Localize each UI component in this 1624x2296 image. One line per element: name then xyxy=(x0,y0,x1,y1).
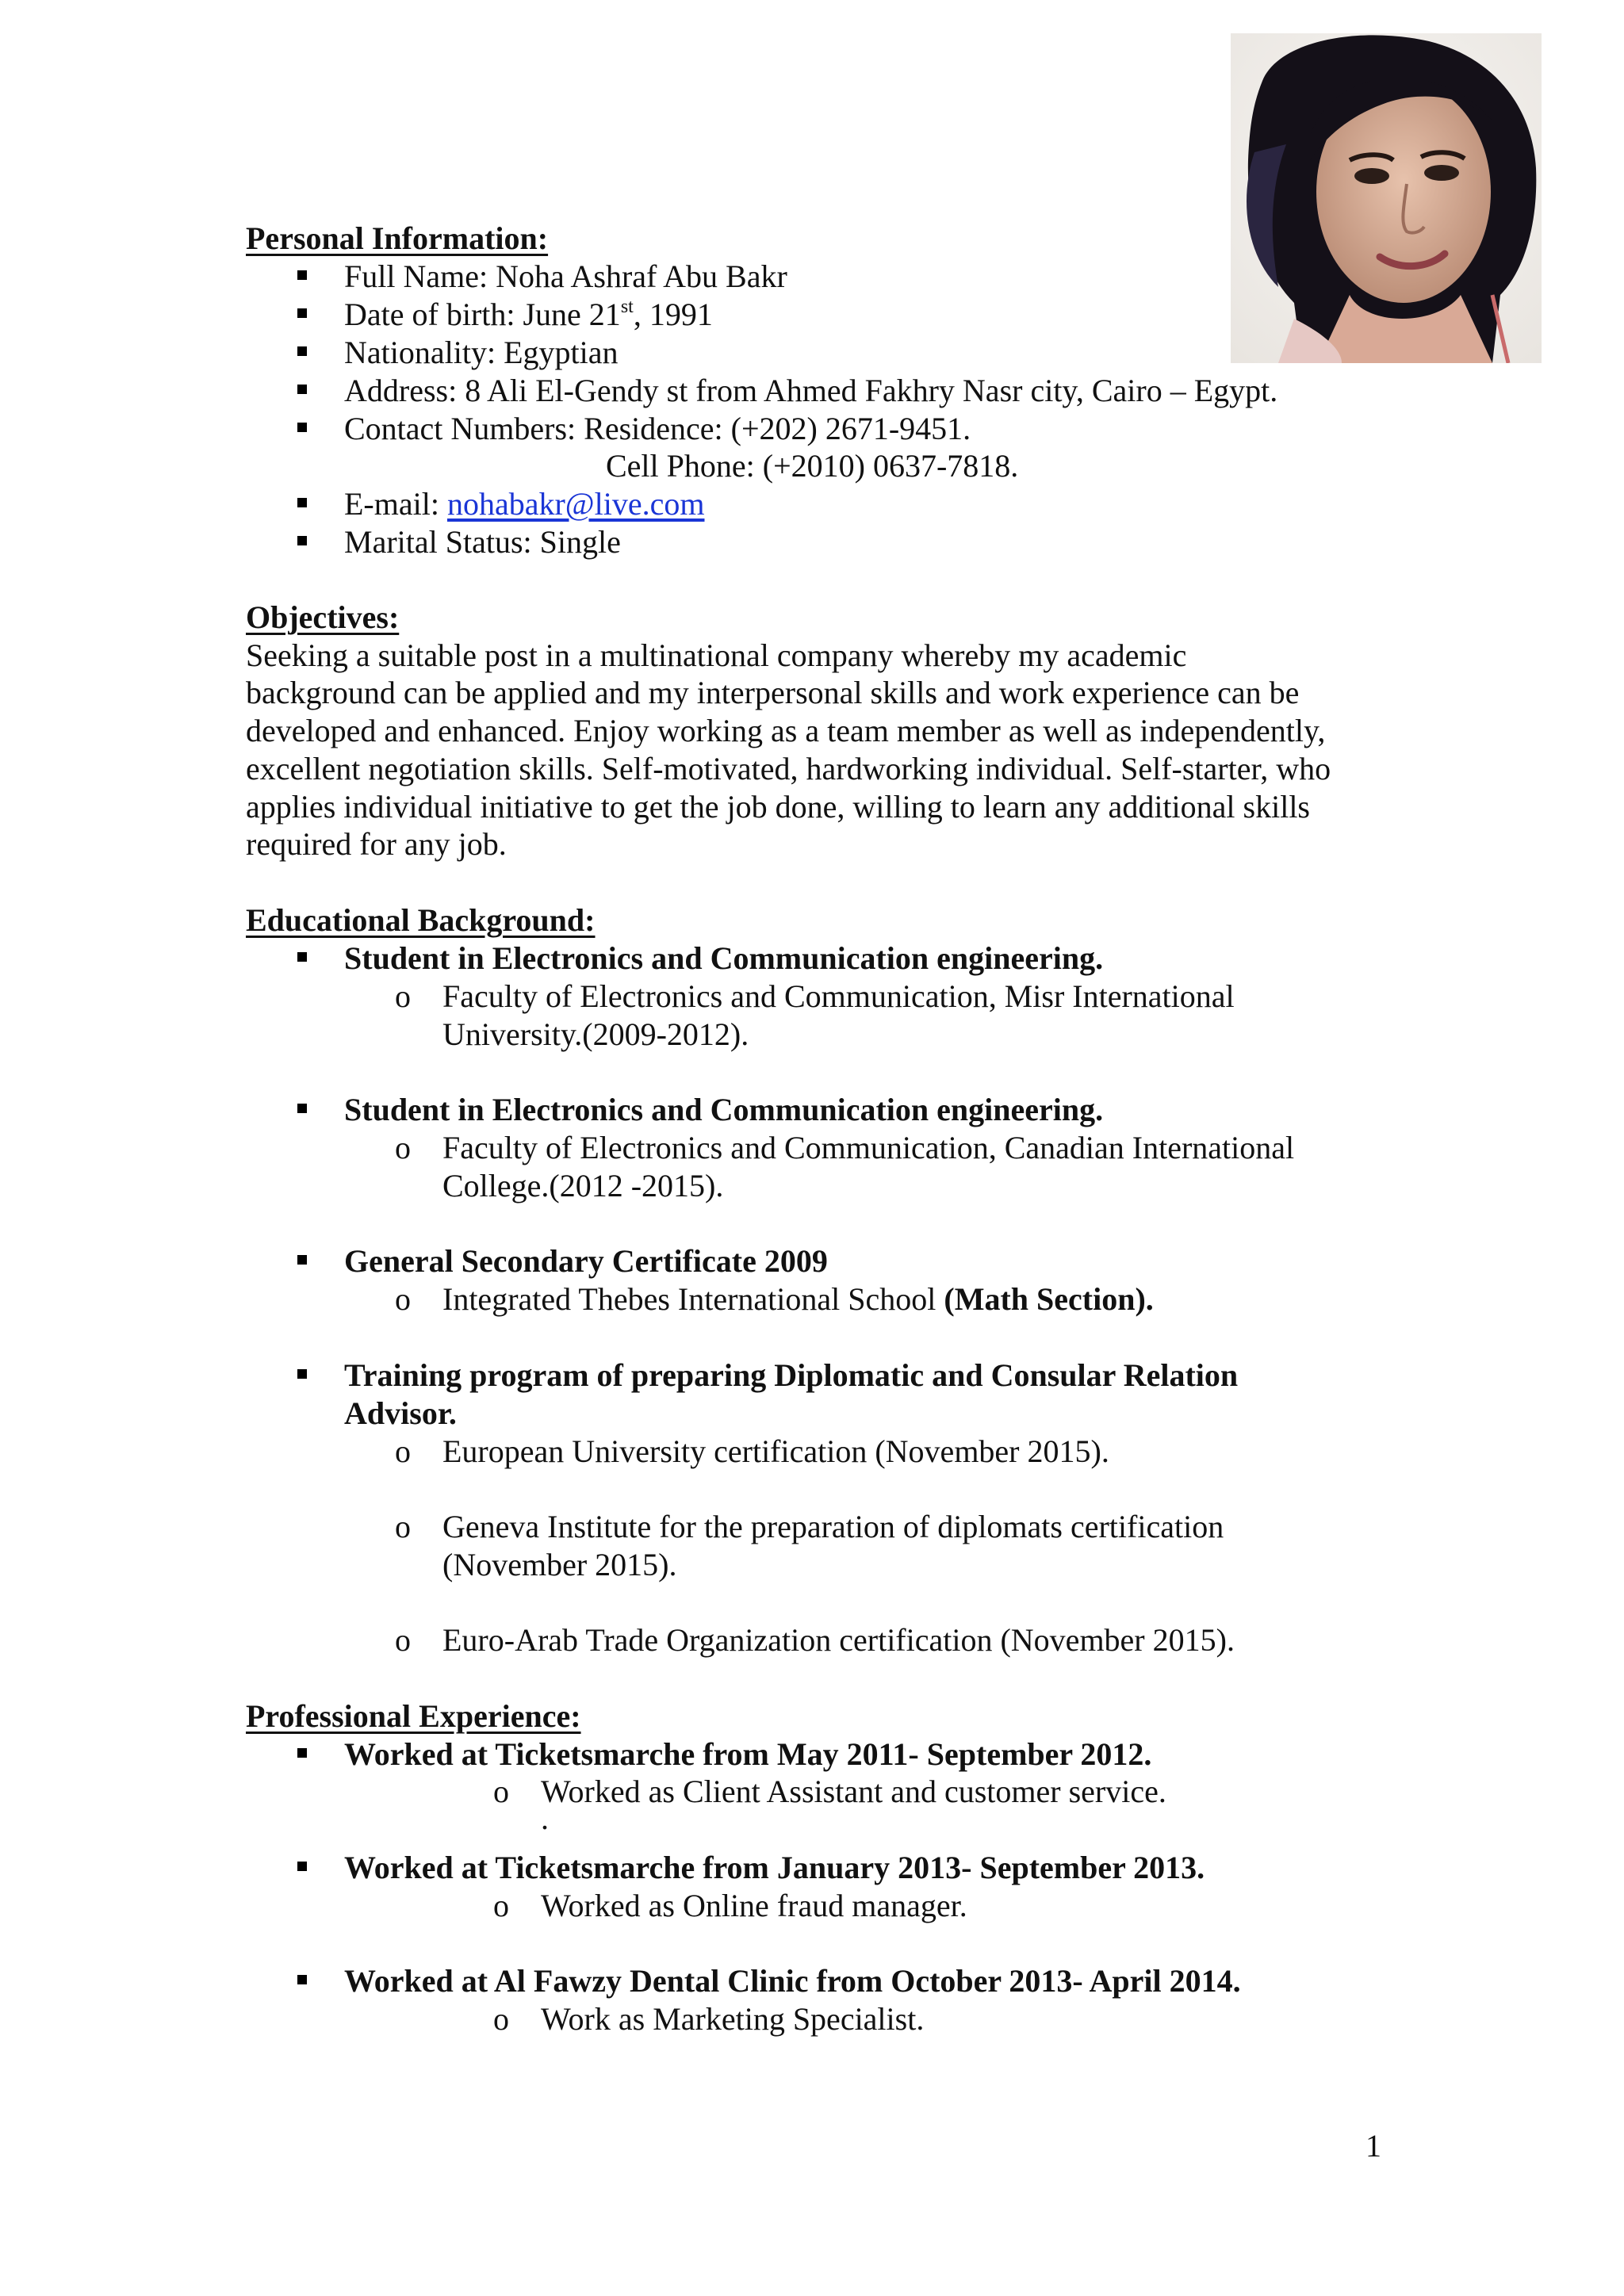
contact-numbers: Contact Numbers: Residence: (+202) 2671-9451. xyxy=(344,411,971,446)
education-item-detail xyxy=(442,1280,1154,1318)
dob-suffix: , 1991 xyxy=(633,297,713,332)
portrait-image xyxy=(1231,33,1542,363)
circle-bullet: o xyxy=(493,1888,509,1923)
email-label: E-mail: xyxy=(344,486,447,522)
personal-info-heading: Personal Information: xyxy=(246,220,549,256)
full-name: Full Name: Noha Ashraf Abu Bakr xyxy=(344,258,787,294)
education-item-title: Training program of preparing Diplomatic and Consular Relation xyxy=(344,1357,1239,1393)
experience-item-title: Worked at Ticketsmarche from January 2013- September 2013. xyxy=(344,1850,1205,1885)
objectives-line: required for any job. xyxy=(246,826,507,862)
page-number: 1 xyxy=(1365,2128,1381,2164)
circle-bullet: o xyxy=(395,1130,411,1165)
objectives-line: applies individual initiative to get the job done, willing to learn any additional skills xyxy=(246,789,1310,825)
education-item-detail: Faculty of Electronics and Communication, Misr International xyxy=(442,978,1235,1014)
education-item-title: Student in Electronics and Communication engineering. xyxy=(344,1092,1104,1127)
education-item-title: Student in Electronics and Communication engineering. xyxy=(344,940,1104,976)
address: Address: 8 Ali El-Gendy st from Ahmed Fakhry Nasr city, Cairo – Egypt. xyxy=(344,373,1278,408)
experience-item-title: Worked at Ticketsmarche from May 2011- September 2012. xyxy=(344,1736,1152,1772)
square-bullet xyxy=(297,1255,307,1265)
square-bullet xyxy=(297,498,307,507)
square-bullet xyxy=(297,1748,307,1758)
experience-item-detail: Worked as Client Assistant and customer service. xyxy=(541,1774,1166,1809)
email-line xyxy=(344,485,704,523)
objectives-line: excellent negotiation skills. Self-motivated, hardworking individual. Self-starter, who xyxy=(246,751,1331,786)
circle-bullet: o xyxy=(395,1622,411,1658)
square-bullet xyxy=(297,423,307,432)
square-bullet xyxy=(297,1369,307,1379)
square-bullet xyxy=(297,346,307,356)
circle-bullet: o xyxy=(395,978,411,1014)
education-item-detail: College.(2012 -2015). xyxy=(442,1168,724,1203)
cell-phone: Cell Phone: (+2010) 0637-7818. xyxy=(606,448,1019,484)
profile-photo xyxy=(1231,33,1542,363)
school-section: (Math Section). xyxy=(944,1281,1154,1317)
school-name: Integrated Thebes International School xyxy=(442,1281,944,1317)
education-item-detail: Geneva Institute for the preparation of diplomats certification xyxy=(442,1509,1224,1544)
education-heading: Educational Background: xyxy=(246,902,596,938)
stray-period: . xyxy=(541,1800,549,1836)
dob-prefix: Date of birth: June 21 xyxy=(344,297,621,332)
nationality: Nationality: Egyptian xyxy=(344,335,619,370)
email-link[interactable]: nohabakr@live.com xyxy=(446,486,705,522)
experience-item-detail: Work as Marketing Specialist. xyxy=(541,2001,925,2037)
experience-item-title: Worked at Al Fawzy Dental Clinic from October 2013- April 2014. xyxy=(344,1963,1241,1999)
square-bullet xyxy=(297,1862,307,1871)
square-bullet xyxy=(297,1104,307,1113)
education-item-detail: Faculty of Electronics and Communication, Canadian International xyxy=(442,1130,1295,1165)
objectives-line: Seeking a suitable post in a multinational company whereby my academic xyxy=(246,637,1187,673)
education-item-detail: University.(2009-2012). xyxy=(442,1016,749,1052)
marital-status: Marital Status: Single xyxy=(344,524,621,560)
experience-item-detail: Worked as Online fraud manager. xyxy=(541,1888,967,1923)
education-item-detail: Euro-Arab Trade Organization certification (November 2015). xyxy=(442,1622,1235,1658)
education-item-detail: (November 2015). xyxy=(442,1547,677,1582)
square-bullet xyxy=(297,1975,307,1984)
square-bullet xyxy=(297,308,307,318)
square-bullet xyxy=(297,270,307,280)
objectives-line: background can be applied and my interpersonal skills and work experience can be xyxy=(246,675,1300,710)
circle-bullet: o xyxy=(395,1433,411,1469)
education-item-title: Advisor. xyxy=(344,1395,457,1431)
square-bullet xyxy=(297,385,307,394)
objectives-heading: Objectives: xyxy=(246,599,400,635)
experience-heading: Professional Experience: xyxy=(246,1698,581,1734)
education-item-title: General Secondary Certificate 2009 xyxy=(344,1243,828,1279)
dob-superscript: st xyxy=(620,297,634,317)
square-bullet xyxy=(297,536,307,545)
education-item-detail: European University certification (November 2015). xyxy=(442,1433,1109,1469)
circle-bullet: o xyxy=(395,1509,411,1544)
circle-bullet: o xyxy=(493,1774,509,1809)
objectives-line: developed and enhanced. Enjoy working as a team member as well as independently, xyxy=(246,713,1326,748)
circle-bullet: o xyxy=(395,1281,411,1317)
circle-bullet: o xyxy=(493,2001,509,2037)
date-of-birth xyxy=(344,296,713,334)
square-bullet xyxy=(297,952,307,962)
